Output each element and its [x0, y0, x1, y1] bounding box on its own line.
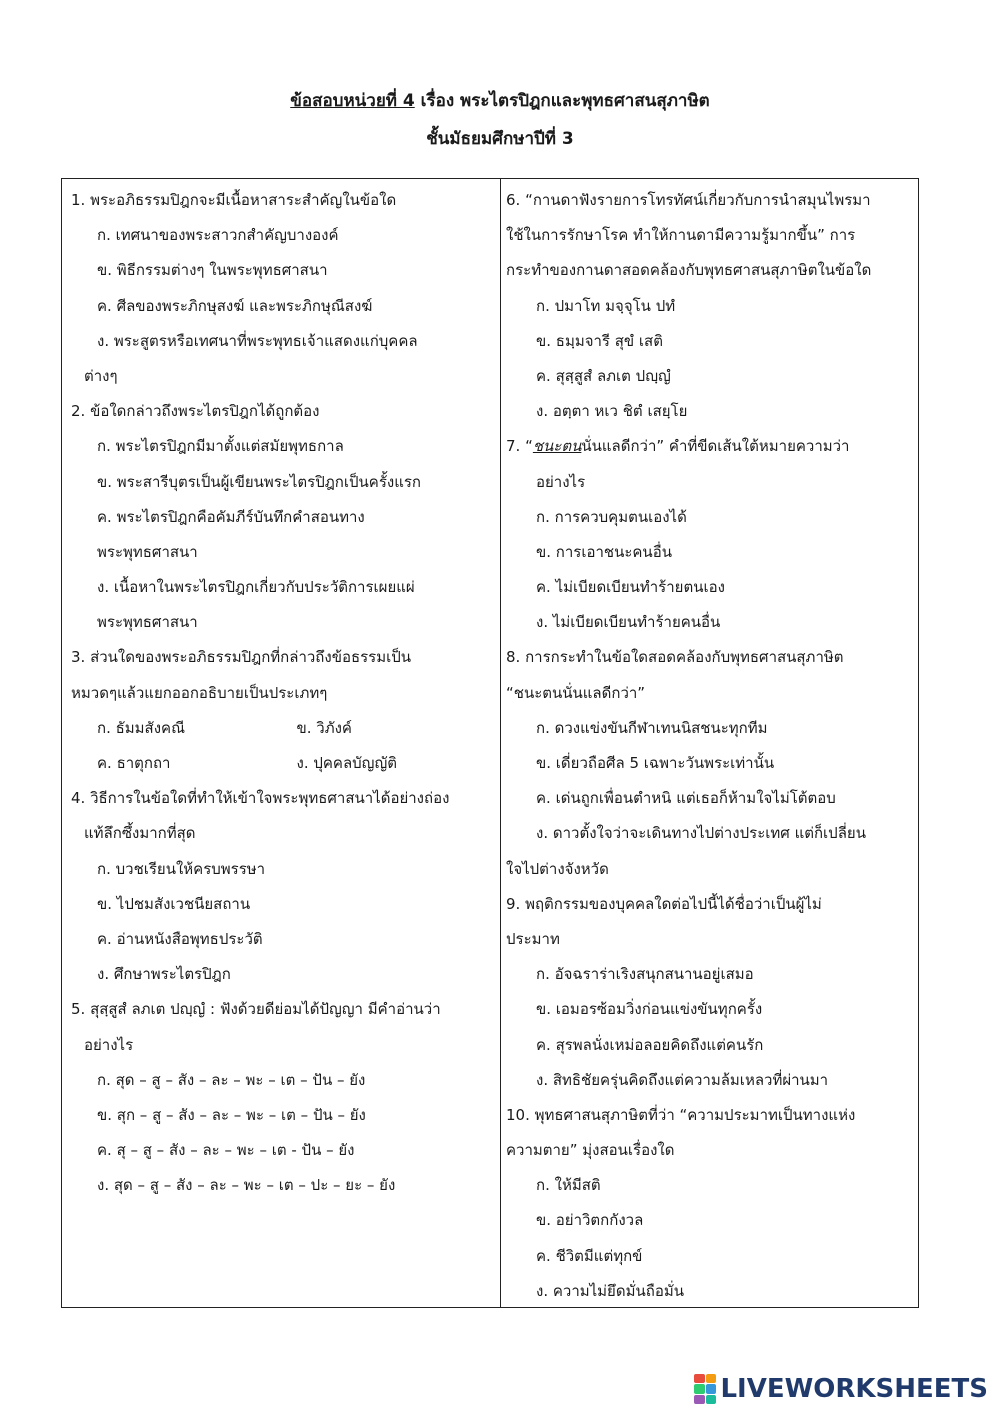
page-title	[0, 84, 1000, 118]
logo-text: LIVEWORKSHEETS	[720, 1374, 988, 1404]
question-3	[71, 640, 496, 781]
choice-c[interactable]: ค. ศีลของพระภิกษุสงฆ์ และพระภิกษุณีสงฆ์	[97, 296, 373, 315]
choice-d-cont[interactable]: ต่างๆ	[84, 366, 118, 385]
choice-a[interactable]: ก. การควบคุมตนเองได้	[536, 507, 687, 526]
question-5	[71, 992, 496, 1203]
choice-b[interactable]: ข. การเอาชนะคนอื่น	[536, 542, 672, 561]
liveworksheets-icon	[694, 1374, 716, 1404]
liveworksheets-logo	[694, 1374, 988, 1404]
question-text: 1. พระอภิธรรมปิฎกจะมีเนื้อหาสาระสำคัญในข้อใด	[71, 191, 397, 209]
title-unit: ข้อสอบหน่วยที่ 4	[290, 91, 415, 111]
question-text: 9. พฤติกรรมของบุคคลใดต่อไปนี้ได้ชื่อว่าเป็นผู้ไม่	[506, 894, 822, 913]
question-prefix: 7. “	[506, 437, 533, 456]
question-text-cont: ใช้ในการรักษาโรค ทำให้กานดามีความรู้มากขึ้น” การ	[506, 226, 856, 245]
choice-d[interactable]: ง. พระสูตรหรือเทศนาที่พระพุทธเจ้าแสดงแก่บุคคล	[97, 331, 418, 350]
question-text-cont: ความตาย” มุ่งสอนเรื่องใด	[506, 1141, 675, 1160]
choice-d-cont[interactable]: ใจไปต่างจังหวัด	[506, 859, 609, 878]
choice-b[interactable]: ข. พระสารีบุตรเป็นผู้เขียนพระไตรปิฎกเป็นครั้งแรก	[97, 472, 422, 491]
question-6	[506, 183, 914, 429]
choice-a[interactable]: ก. ให้มีสติ	[536, 1176, 601, 1195]
question-suffix: นั่นแลดีกว่า” คำที่ขีดเส้นใต้หมายความว่า	[581, 437, 850, 456]
choice-b[interactable]: ข. เดี่ยวถือศีล 5 เฉพาะวันพระเท่านั้น	[536, 754, 775, 772]
question-2	[71, 394, 496, 640]
question-text-cont: อย่างไร	[536, 472, 586, 491]
question-text: 3. ส่วนใดของพระอภิธรรมปิฎกที่กล่าวถึงข้อธรรมเป็น	[71, 648, 412, 667]
choice-b[interactable]: ข. วิภังค์	[296, 718, 352, 737]
choice-d[interactable]: ง. อตฺตา หเว ชิตํ เสยฺโย	[536, 402, 688, 421]
choice-d[interactable]: ง. ความไม่ยึดมั่นถือมั่น	[536, 1281, 684, 1300]
question-1	[71, 183, 496, 394]
choice-d[interactable]: ง. ปุคคลบัญญัติ	[296, 754, 397, 772]
choice-b[interactable]: ข. ธมฺมจารี สุขํ เสติ	[536, 331, 663, 350]
choice-c[interactable]: ค. ไม่เบียดเบียนทำร้ายตนเอง	[536, 578, 725, 597]
question-9	[506, 887, 914, 1098]
question-text: 2. ข้อใดกล่าวถึงพระไตรปิฎกได้ถูกต้อง	[71, 402, 320, 421]
choice-c[interactable]: ค. สุรพลนั่งเหม่อลอยคิดถึงแต่คนรัก	[536, 1035, 764, 1054]
choice-a[interactable]: ก. ดวงแข่งขันกีฬาเทนนิสชนะทุกทีม	[536, 718, 768, 737]
choice-b[interactable]: ข. สุก – สู – สัง – ละ – พะ – เต – ปัน – ยัง	[97, 1105, 366, 1124]
choice-a[interactable]: ก. เทศนาของพระสาวกสำคัญบางองค์	[97, 226, 339, 245]
choice-c[interactable]: ค. พระไตรปิฎกคือคัมภีร์บันทึกคำสอนทาง	[97, 507, 365, 526]
right-column	[501, 179, 918, 1307]
choice-c[interactable]: ค. ชีวิตมีแต่ทุกข์	[536, 1246, 643, 1265]
question-10	[506, 1098, 914, 1309]
question-text-cont: หมวดๆแล้วแยกออกอธิบายเป็นประเภทๆ	[71, 683, 328, 702]
choice-a[interactable]: ก. อัจฉราร่าเริงสนุกสนานอยู่เสมอ	[536, 965, 754, 984]
question-text: 5. สุสฺสูสํ ลภเต ปญฺญํ : ฟังด้วยดีย่อมได้ปัญญา มีคำอ่านว่า	[71, 1000, 441, 1019]
left-column	[62, 179, 501, 1307]
page-subtitle: ชั้นมัธยมศึกษาปีที่ 3	[426, 129, 574, 149]
question-text-cont: ประมาท	[506, 929, 560, 948]
question-text: 4. วิธีการในข้อใดที่ทำให้เข้าใจพระพุทธศาสนาได้อย่างถ่อง	[71, 789, 450, 808]
choice-d[interactable]: ง. ไม่เบียดเบียนทำร้ายคนอื่น	[536, 613, 721, 632]
choice-a[interactable]: ก. บวชเรียนให้ครบพรรษา	[97, 859, 266, 878]
question-4	[71, 781, 496, 992]
choice-c[interactable]: ค. อ่านหนังสือพุทธประวัติ	[97, 929, 263, 948]
underlined-keyword: ชนะตน	[532, 437, 582, 456]
choice-a[interactable]: ก. ธัมมสังคณี	[97, 718, 185, 737]
choice-d[interactable]: ง. สุด – สู – สัง – ละ – พะ – เต – ปะ – ยะ – ยัง	[97, 1176, 396, 1195]
choice-d[interactable]: ง. เนื้อหาในพระไตรปิฎกเกี่ยวกับประวัติการเผยแผ่	[97, 578, 415, 597]
question-text-cont: กระทำของกานดาสอดคล้องกับพุทธศาสนสุภาษิตในข้อใด	[506, 261, 872, 280]
question-text-cont: “ชนะตนนั่นแลดีกว่า”	[506, 683, 646, 702]
choice-c[interactable]: ค. สุสฺสูสํ ลภเต ปญฺญํ	[536, 366, 671, 385]
question-text-cont: อย่างไร	[84, 1035, 134, 1054]
exam-table	[61, 178, 919, 1308]
question-8	[506, 640, 914, 886]
question-text	[506, 429, 914, 464]
title-topic: เรื่อง พระไตรปิฎกและพุทธศาสนสุภาษิต	[414, 91, 710, 111]
choice-d[interactable]: ง. ศึกษาพระไตรปิฎก	[97, 965, 231, 984]
choice-a[interactable]: ก. ปมาโท มจฺจุโน ปทํ	[536, 296, 676, 315]
choice-c[interactable]: ค. เด่นถูกเพื่อนตำหนิ แต่เธอก็ห้ามใจไม่โต้ตอบ	[536, 789, 836, 808]
choice-c[interactable]: ค. ธาตุกถา	[97, 754, 171, 772]
choice-b[interactable]: ข. อย่าวิตกกังวล	[536, 1211, 644, 1230]
question-text: 8. การกระทำในข้อใดสอดคล้องกับพุทธศาสนสุภาษิต	[506, 648, 844, 667]
choice-b[interactable]: ข. ไปชมสังเวชนียสถาน	[97, 894, 251, 913]
choice-c[interactable]: ค. สุ – สู – สัง – ละ – พะ – เต - ปัน – ยัง	[97, 1141, 355, 1160]
choice-d[interactable]: ง. ดาวตั้งใจว่าจะเดินทางไปต่างประเทศ แต่ก็เปลี่ยน	[536, 824, 866, 843]
question-text: 6. “กานดาฟังรายการโทรทัศน์เกี่ยวกับการนำสมุนไพรมา	[506, 191, 871, 209]
choice-a[interactable]: ก. สุด – สู – สัง – ละ – พะ – เต – ปัน – ยัง	[97, 1070, 366, 1089]
question-text: 10. พุทธศาสนสุภาษิตที่ว่า “ความประมาทเป็นทางแห่ง	[506, 1105, 856, 1124]
choice-d-cont[interactable]: พระพุทธศาสนา	[97, 613, 198, 632]
choice-c-cont[interactable]: พระพุทธศาสนา	[97, 542, 198, 561]
choice-b[interactable]: ข. พิธีกรรมต่างๆ ในพระพุทธศาสนา	[97, 261, 328, 280]
choice-a[interactable]: ก. พระไตรปิฎกมีมาตั้งแต่สมัยพุทธกาล	[97, 437, 344, 456]
question-7	[506, 429, 914, 640]
choice-row	[71, 746, 496, 781]
choice-row	[71, 711, 496, 746]
question-text-cont: แท้ลึกซึ้งมากที่สุด	[84, 824, 196, 843]
choice-d[interactable]: ง. สิทธิชัยครุ่นคิดถึงแต่ความล้มเหลวที่ผ่านมา	[536, 1070, 829, 1089]
choice-b[interactable]: ข. เอมอรซ้อมวิ่งก่อนแข่งขันทุกครั้ง	[536, 1000, 763, 1019]
header	[0, 84, 1000, 156]
